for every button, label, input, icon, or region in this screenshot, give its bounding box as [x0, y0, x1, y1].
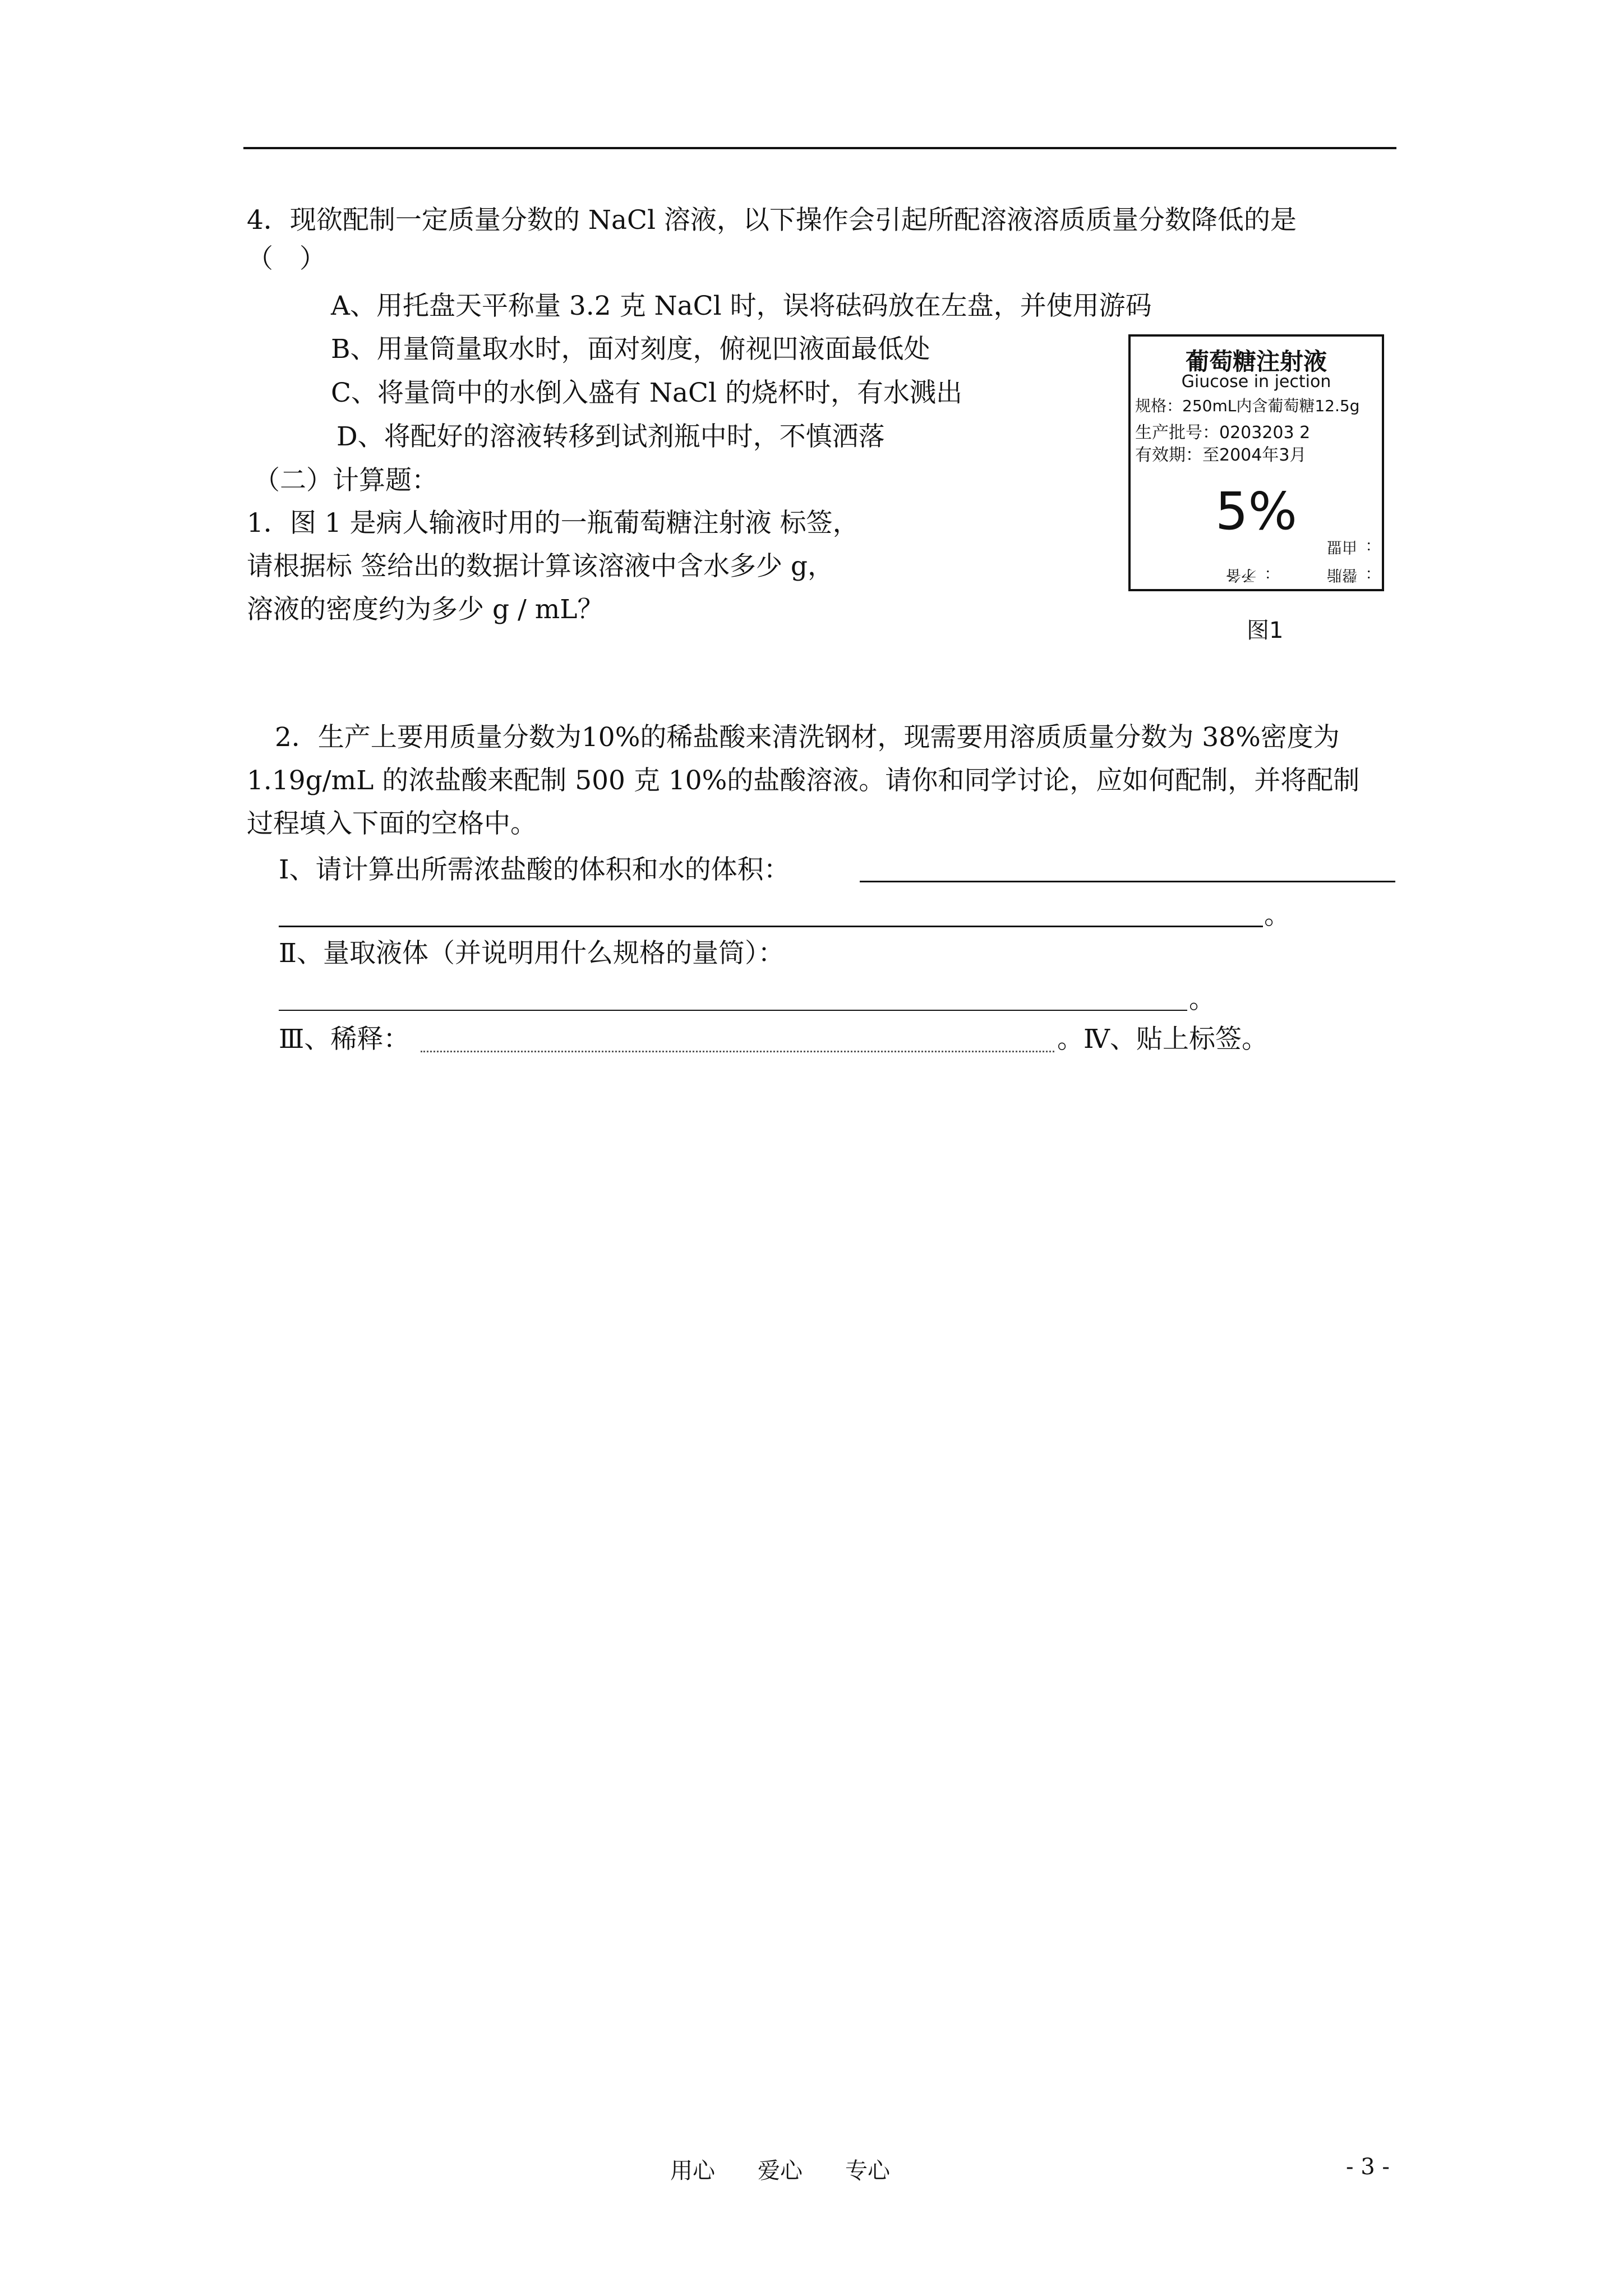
- calc2-line-2: 1.19g/mL 的浓盐酸来配制 500 克 10%的盐酸溶液。请你和同学讨论，应如何配制，并将配制: [247, 765, 1360, 796]
- step2-period: 。: [1189, 984, 1215, 1015]
- label-percent: 5%: [1215, 481, 1297, 541]
- footer-motto-3: 专心: [845, 2158, 890, 2184]
- calc1-line-3: 溶液的密度约为多少 g / mL？: [247, 594, 604, 625]
- q4-option-d: D、将配好的溶液转移到试剂瓶中时，不慎洒落: [336, 421, 885, 452]
- label-flipped-text-2: ：矛备: [1226, 566, 1271, 583]
- q4-stem: 4．现欲配制一定质量分数的 NaCl 溶液，以下操作会引起所配溶液溶质质量分数降低的是: [247, 205, 1297, 236]
- label-spec: 规格：250mL内含葡萄糖12.5g: [1135, 397, 1360, 415]
- page-number: - 3 -: [1346, 2154, 1390, 2180]
- calc2-step3: Ⅲ、稀释：: [279, 1024, 410, 1055]
- q4-option-a: A、用托盘天平称量 3.2 克 NaCl 时，误将砝码放在左盘，并使用游码: [331, 291, 1152, 321]
- step3-answer-line: [421, 1051, 1054, 1052]
- footer-motto: [670, 2153, 911, 2185]
- calc1-line-2: 请根据标 签给出的数据计算该溶液中含水多少 g，: [247, 551, 834, 582]
- section-title: （二）计算题：: [253, 465, 438, 496]
- calc1-line-1: 1．图 1 是病人输液时用的一瓶葡萄糖注射液 标签，: [247, 508, 859, 539]
- label-flipped-text-3: ：罄脂: [1327, 566, 1372, 583]
- step2-answer-line: [279, 1010, 1187, 1011]
- glucose-label-figure: [1128, 334, 1384, 591]
- header-rule: [243, 147, 1396, 149]
- calc2-step3-end: 。Ⅳ、贴上标签。: [1057, 1024, 1268, 1055]
- calc2-line-3: 过程填入下面的空格中。: [247, 808, 537, 839]
- q4-option-c: C、将量筒中的水倒入盛有 NaCl 的烧杯时，有水溅出: [331, 378, 962, 408]
- label-subtitle: Giucose in jection: [1181, 372, 1331, 392]
- step1-answer-line-2: [279, 926, 1263, 927]
- calc2-step1: Ⅰ、请计算出所需浓盐酸的体积和水的体积：: [279, 854, 790, 885]
- step1-answer-line-1: [860, 881, 1395, 882]
- q4-option-b: B、用量筒量取水时，面对刻度，俯视凹液面最低处: [331, 334, 930, 365]
- footer-motto-1: 用心: [670, 2158, 715, 2184]
- calc2-step2: Ⅱ、量取液体（并说明用什么规格的量筒）：: [279, 938, 785, 969]
- label-title: 葡萄糖注射液: [1185, 348, 1327, 375]
- calc2-line-1: 2．生产上要用质量分数为10%的稀盐酸来清洗钢材，现需要用溶质质量分数为 38%密度为: [275, 722, 1340, 753]
- q4-paren: （ ）: [247, 243, 326, 274]
- step1-period: 。: [1264, 900, 1290, 931]
- footer-motto-2: 爱心: [758, 2158, 803, 2184]
- label-flipped-text-1: ：由盟: [1327, 538, 1372, 555]
- label-batch: 生产批号：0203203 2: [1135, 423, 1311, 443]
- figure-caption: 图1: [1247, 618, 1284, 643]
- label-expiry: 有效期：至2004年3月: [1135, 445, 1307, 465]
